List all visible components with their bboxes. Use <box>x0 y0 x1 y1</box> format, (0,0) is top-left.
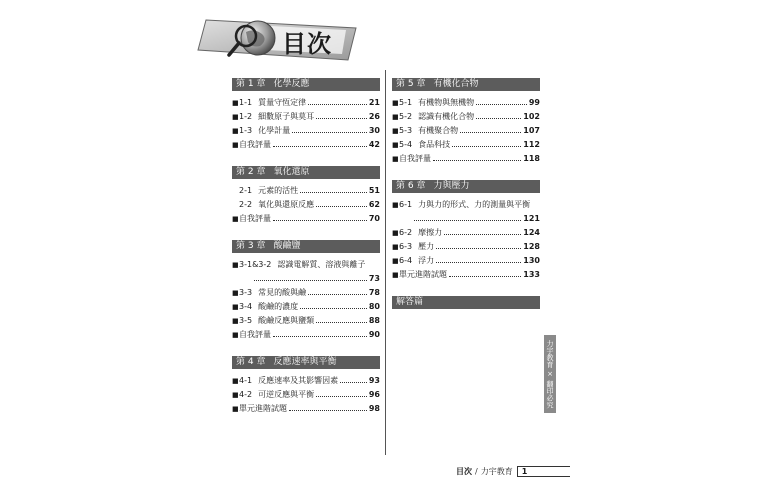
dot-leader <box>476 96 527 105</box>
chapter-heading <box>392 180 540 193</box>
entry-title: 反應速率及其影響因素 <box>258 376 339 385</box>
toc-entry[interactable] <box>232 110 380 124</box>
entry-bullet: ■ <box>392 99 399 107</box>
chapter-heading <box>392 296 540 309</box>
toc-right-column <box>392 78 540 323</box>
footer-page-number: 1 <box>517 466 570 477</box>
entry-title: 認識有機化合物 <box>418 112 475 121</box>
chapter-number: 第 6 章 <box>396 181 426 191</box>
entry-bullet: ■ <box>232 141 239 149</box>
entry-title: 浮力 <box>418 256 435 265</box>
entry-page: 124 <box>523 228 540 237</box>
toc-entry[interactable] <box>232 300 380 314</box>
entry-bullet: ■ <box>232 303 239 311</box>
entry-bullet: ■ <box>232 127 239 135</box>
dot-leader <box>300 300 367 309</box>
dot-leader <box>316 314 367 323</box>
header-banner-graphic <box>196 14 366 64</box>
entry-number: 5-2 <box>399 112 413 121</box>
entry-bullet: ■ <box>232 261 239 269</box>
chapter-title: 酸鹼鹽 <box>273 241 301 251</box>
chapter-section <box>232 78 380 152</box>
footer-title: 目次 <box>456 467 472 476</box>
entry-title: 自我評量 <box>239 214 271 223</box>
entry-title: 認識電解質、溶液與離子 <box>277 260 366 269</box>
entry-number: 3-5 <box>239 316 253 325</box>
entry-title: 自我評量 <box>239 330 271 339</box>
toc-entry[interactable] <box>392 268 540 282</box>
chapter-section <box>392 296 540 309</box>
toc-entry[interactable] <box>232 286 380 300</box>
page-footer <box>456 466 570 477</box>
chapter-section <box>232 356 380 416</box>
dot-leader <box>436 254 521 263</box>
entry-title: 細數原子與莫耳 <box>258 112 315 121</box>
entry-title: 化學計量 <box>258 126 291 135</box>
entry-number: 1-3 <box>239 126 253 135</box>
toc-entry[interactable] <box>232 272 380 286</box>
dot-leader <box>316 198 367 207</box>
entry-bullet: ■ <box>392 113 399 121</box>
entry-number: 3-3 <box>239 288 253 297</box>
chapter-title: 氧化還原 <box>273 167 310 177</box>
chapter-title: 有機化合物 <box>433 79 479 89</box>
chapter-heading <box>232 78 380 91</box>
page-title: 目次 <box>282 30 332 58</box>
toc-entry[interactable] <box>392 254 540 268</box>
entry-page: 130 <box>523 256 540 265</box>
entry-page: 121 <box>523 214 540 223</box>
entry-page: 26 <box>368 112 380 121</box>
entry-page: 21 <box>368 98 380 107</box>
toc-entry[interactable] <box>392 124 540 138</box>
side-tab: 力宇教育 × 翻印必究 <box>544 335 556 413</box>
entry-page: 107 <box>523 126 540 135</box>
entry-page: 51 <box>368 186 380 195</box>
entry-page: 102 <box>523 112 540 121</box>
toc-entry[interactable] <box>232 96 380 110</box>
entry-bullet: ■ <box>392 155 399 163</box>
toc-entry[interactable] <box>232 374 380 388</box>
entry-page: 128 <box>523 242 540 251</box>
entry-bullet: ■ <box>392 127 399 135</box>
toc-entry[interactable] <box>392 96 540 110</box>
toc-entry[interactable] <box>232 314 380 328</box>
entry-number: 4-1 <box>239 376 253 385</box>
entry-page: 70 <box>368 214 380 223</box>
entry-page: 133 <box>523 270 540 279</box>
chapter-heading <box>232 166 380 179</box>
entry-number: 6-1 <box>399 200 413 209</box>
chapter-number: 第 1 章 <box>236 79 266 89</box>
dot-leader <box>292 124 367 133</box>
toc-entry[interactable] <box>232 328 380 342</box>
chapter-title: 反應速率與平衡 <box>273 357 337 367</box>
dot-leader <box>414 212 521 221</box>
entry-title: 氧化與還原反應 <box>258 200 315 209</box>
toc-entry[interactable] <box>232 388 380 402</box>
entry-bullet: ■ <box>392 271 399 279</box>
toc-entry[interactable] <box>232 258 380 272</box>
toc-entry[interactable] <box>392 226 540 240</box>
dot-leader <box>254 272 367 281</box>
dot-leader <box>273 212 367 221</box>
entry-page: 80 <box>368 302 380 311</box>
entry-bullet: ■ <box>392 201 399 209</box>
entry-page: 99 <box>528 98 540 107</box>
dot-leader <box>273 328 367 337</box>
toc-entry[interactable] <box>392 198 540 212</box>
entry-title: 酸鹼反應與鹽類 <box>258 316 315 325</box>
dot-leader <box>289 402 367 411</box>
entry-number: 6-2 <box>399 228 413 237</box>
entry-title: 有機聚合物 <box>418 126 459 135</box>
entry-number: 6-3 <box>399 242 413 251</box>
chapter-number: 第 4 章 <box>236 357 266 367</box>
entry-bullet: ■ <box>232 317 239 325</box>
chapter-heading <box>232 356 380 369</box>
entry-title: 自我評量 <box>399 154 431 163</box>
entry-page: 98 <box>368 404 380 413</box>
chapter-section <box>232 166 380 226</box>
toc-entry[interactable] <box>232 198 380 212</box>
entry-page: 62 <box>368 200 380 209</box>
entry-number: 2-2 <box>239 200 253 209</box>
entry-bullet: ■ <box>232 391 239 399</box>
entry-page: 88 <box>368 316 380 325</box>
entry-page: 90 <box>368 330 380 339</box>
dot-leader <box>300 184 367 193</box>
entry-title: 摩擦力 <box>418 228 443 237</box>
toc-entry[interactable] <box>232 124 380 138</box>
entry-page: 96 <box>368 390 380 399</box>
entry-title: 力與力的形式、力的測量與平衡 <box>418 200 531 209</box>
toc-entry[interactable] <box>232 184 380 198</box>
entry-title: 自我評量 <box>239 140 271 149</box>
entry-bullet: ■ <box>232 99 239 107</box>
entry-bullet: ■ <box>392 257 399 265</box>
toc-entry[interactable] <box>232 402 380 416</box>
toc-entry[interactable] <box>392 110 540 124</box>
entry-title: 單元進階試題 <box>239 404 287 413</box>
entry-number: 3-1&3-2 <box>239 260 272 269</box>
entry-title: 食品科技 <box>418 140 451 149</box>
entry-title: 常見的酸與鹼 <box>258 288 307 297</box>
entry-number: 2-1 <box>239 186 253 195</box>
entry-number: 1-1 <box>239 98 253 107</box>
entry-number: 5-1 <box>399 98 413 107</box>
entry-bullet: ■ <box>232 405 239 413</box>
chapter-heading <box>232 240 380 253</box>
chapter-number: 解答篇 <box>396 297 424 307</box>
entry-page: 42 <box>368 140 380 149</box>
toc-entry[interactable] <box>232 138 380 152</box>
dot-leader <box>444 226 521 235</box>
footer-publisher: 力宇教育 <box>480 467 513 476</box>
dot-leader <box>452 138 521 147</box>
entry-title: 元素的活性 <box>258 186 299 195</box>
dot-leader <box>476 110 521 119</box>
entry-bullet: ■ <box>232 377 239 385</box>
toc-entry[interactable] <box>392 152 540 166</box>
dot-leader <box>436 240 521 249</box>
chapter-number: 第 2 章 <box>236 167 266 177</box>
entry-page: 30 <box>368 126 380 135</box>
dot-leader <box>433 152 521 161</box>
entry-page: 73 <box>368 274 380 283</box>
chapter-section <box>232 240 380 342</box>
dot-leader <box>308 96 367 105</box>
entry-title: 酸鹼的濃度 <box>258 302 299 311</box>
entry-bullet: ■ <box>232 215 239 223</box>
dot-leader <box>316 388 367 397</box>
chapter-number: 第 3 章 <box>236 241 266 251</box>
entry-number: 4-2 <box>239 390 253 399</box>
toc-entry[interactable] <box>392 212 540 226</box>
entry-title: 單元進階試題 <box>399 270 447 279</box>
entry-bullet: ■ <box>392 141 399 149</box>
entry-title: 壓力 <box>418 242 435 251</box>
chapter-title: 化學反應 <box>273 79 310 89</box>
dot-leader <box>460 124 521 133</box>
entry-number: 3-4 <box>239 302 253 311</box>
dot-leader <box>340 374 367 383</box>
entry-number: 5-3 <box>399 126 413 135</box>
toc-entry[interactable] <box>392 240 540 254</box>
chapter-title: 力與壓力 <box>433 181 470 191</box>
toc-left-column <box>232 78 380 430</box>
dot-leader <box>273 138 367 147</box>
entry-bullet: ■ <box>232 289 239 297</box>
entry-page: 78 <box>368 288 380 297</box>
dot-leader <box>449 268 521 277</box>
footer-separator: / <box>475 467 478 476</box>
toc-header <box>196 14 366 64</box>
entry-bullet: ■ <box>232 331 239 339</box>
chapter-section <box>392 180 540 282</box>
entry-page: 93 <box>368 376 380 385</box>
entry-number: 5-4 <box>399 140 413 149</box>
entry-bullet: ■ <box>232 113 239 121</box>
column-divider <box>385 70 386 455</box>
entry-title: 有機物與無機物 <box>418 98 475 107</box>
entry-page: 118 <box>523 154 540 163</box>
entry-bullet: ■ <box>392 243 399 251</box>
dot-leader <box>308 286 367 295</box>
entry-number: 1-2 <box>239 112 253 121</box>
entry-page: 112 <box>523 140 540 149</box>
toc-entry[interactable] <box>232 212 380 226</box>
entry-title: 可逆反應與平衡 <box>258 390 315 399</box>
chapter-heading <box>392 78 540 91</box>
chapter-section <box>392 78 540 166</box>
entry-bullet: ■ <box>392 229 399 237</box>
entry-title: 質量守恆定律 <box>258 98 307 107</box>
entry-number: 6-4 <box>399 256 413 265</box>
dot-leader <box>316 110 367 119</box>
toc-entry[interactable] <box>392 138 540 152</box>
chapter-number: 第 5 章 <box>396 79 426 89</box>
